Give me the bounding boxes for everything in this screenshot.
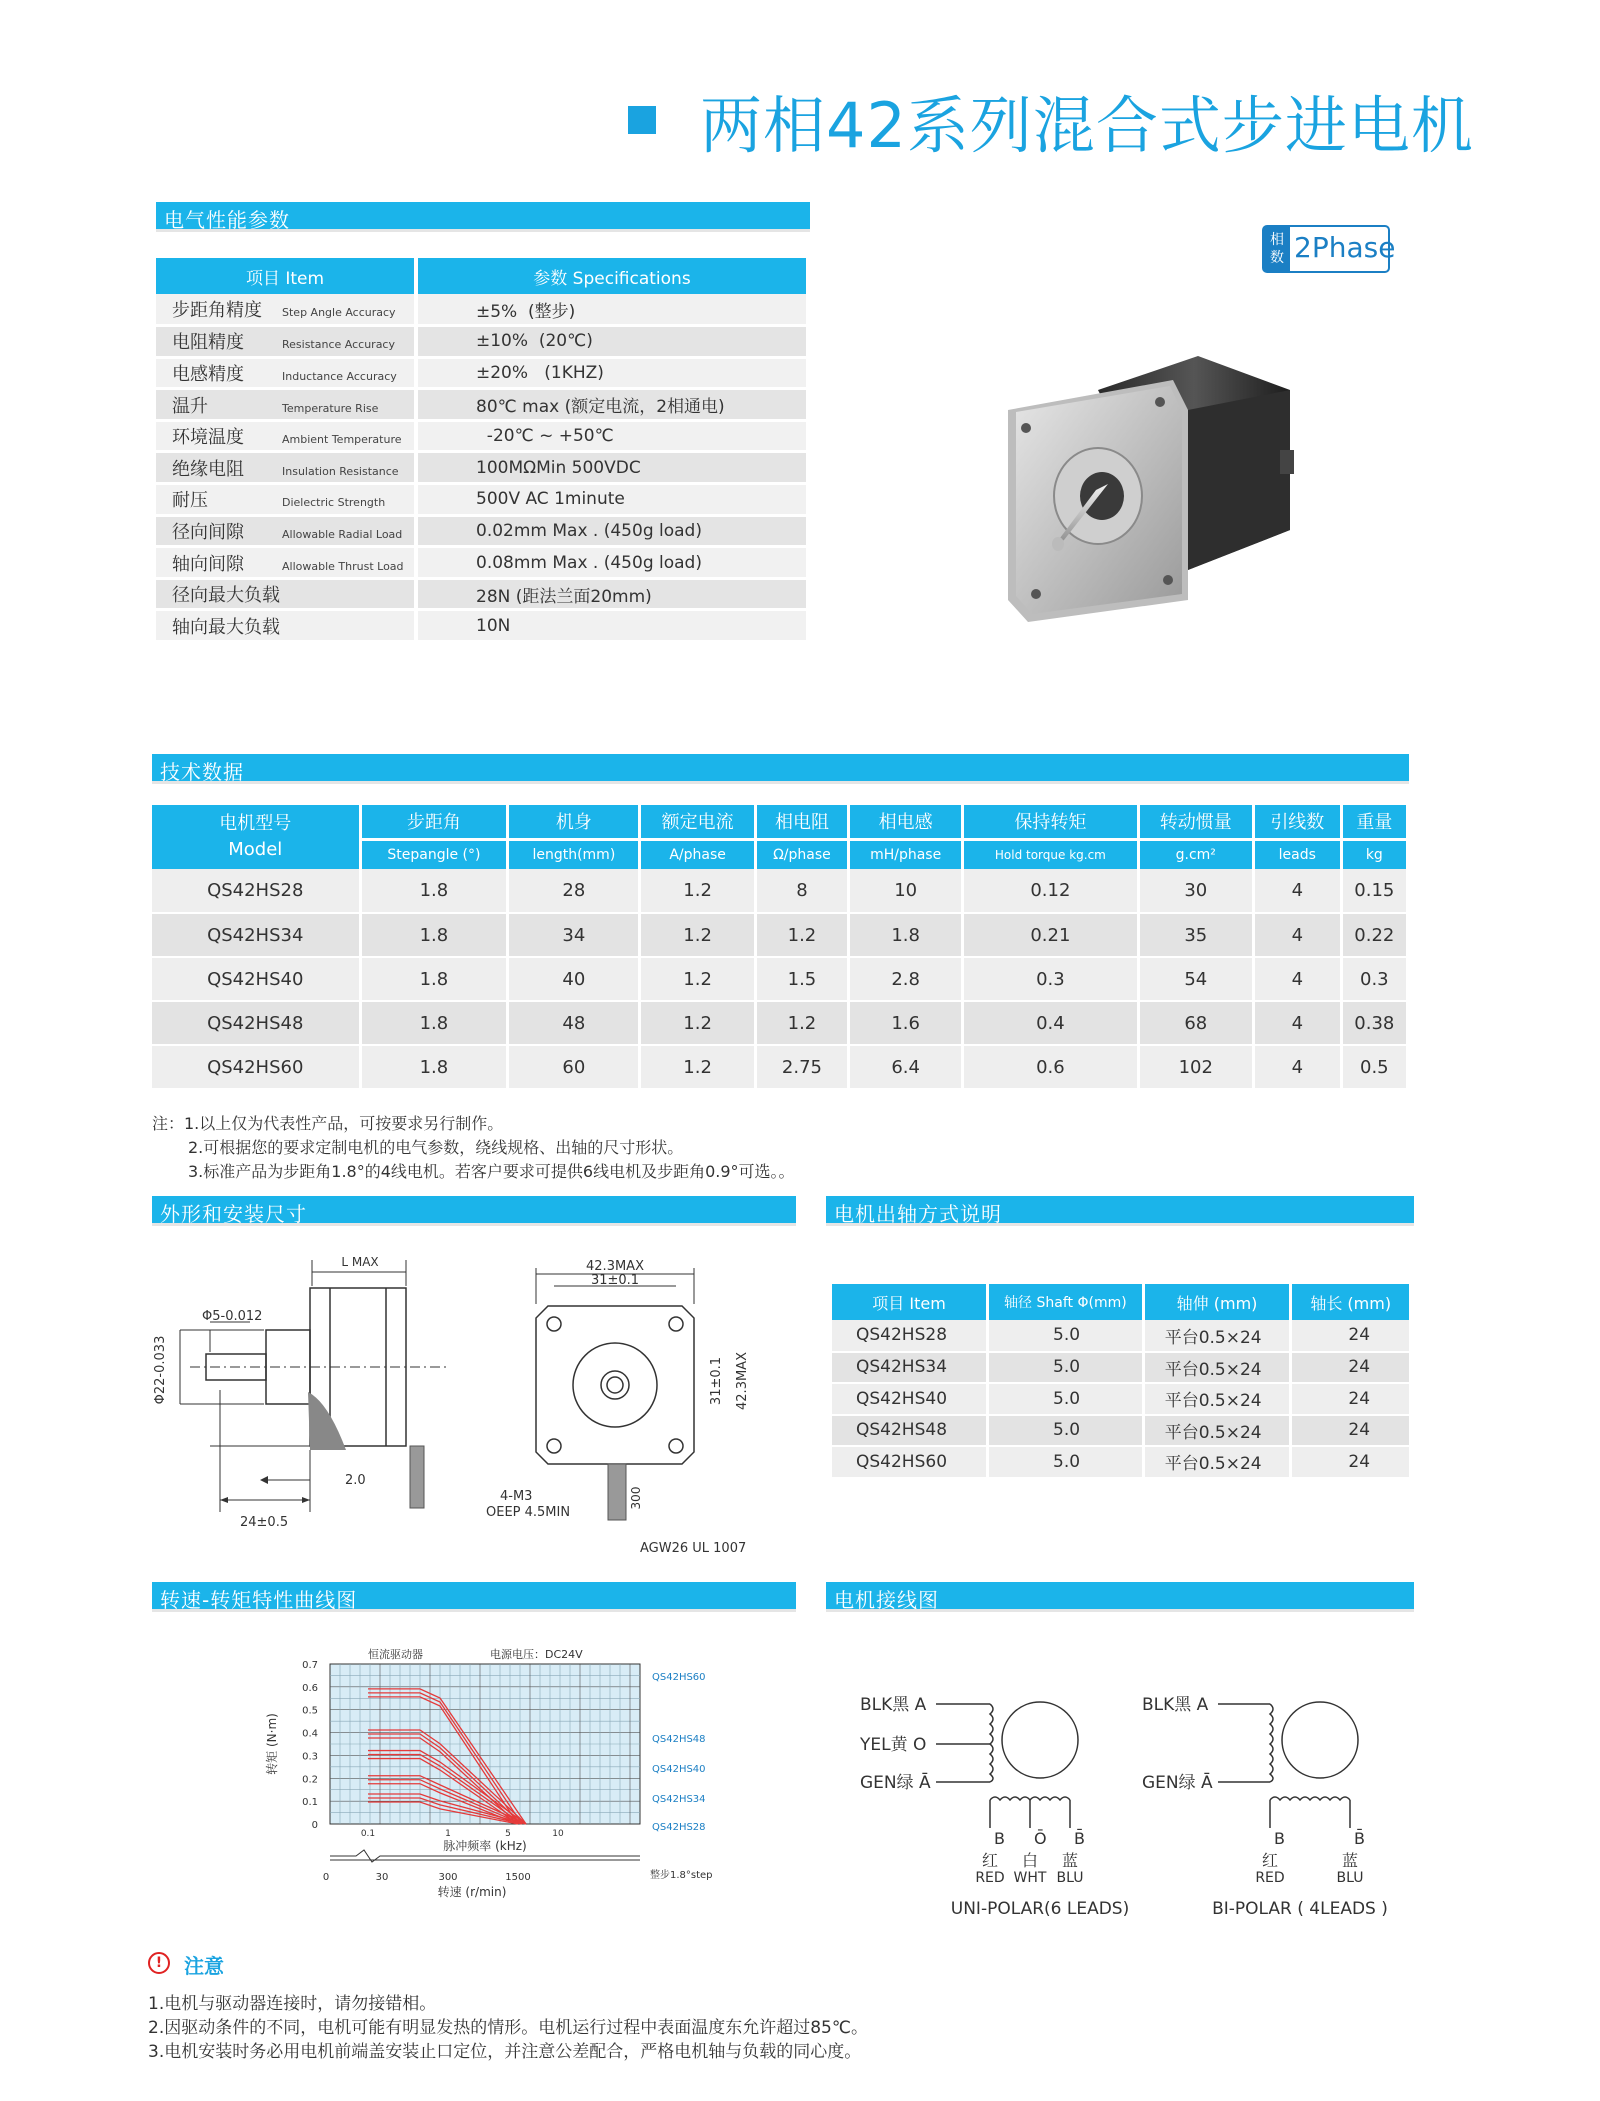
tech-value-cell: 1.6 [849, 1001, 963, 1045]
tech-header-model-zh: 电机型号 [219, 813, 292, 834]
electrical-item-zh: 环境温度 [172, 427, 244, 449]
electrical-row [156, 294, 808, 326]
phase-badge-label: 2Phase [1294, 231, 1396, 264]
bi-color-en: BLU [1336, 1870, 1364, 1886]
shaft-row [832, 1415, 1411, 1447]
electrical-item-en: Inductance Accuracy [282, 369, 397, 383]
electrical-item-cell [156, 547, 416, 579]
tech-header-en: A/phase [640, 839, 755, 869]
tech-header-en: kg [1341, 839, 1407, 869]
tech-value-cell: 1.8 [360, 869, 508, 913]
electrical-item-cell [156, 452, 416, 484]
shaft-value-cell: 平台0.5×24 [1143, 1320, 1291, 1352]
curve-driver: 恒流驱动器 [368, 1648, 423, 1661]
shaft-value-cell: 24 [1291, 1320, 1411, 1352]
tech-value-cell: 54 [1138, 957, 1253, 1001]
tech-value-cell: 1.8 [360, 1045, 508, 1089]
note-line: 注：1.以上仅为代表性产品，可按要求另行制作。 [152, 1114, 504, 1133]
shaft-value-cell: 5.0 [988, 1320, 1144, 1352]
shaft-header: 项目 Item [832, 1284, 988, 1320]
electrical-header-spec: 参数 Specifications [416, 258, 808, 294]
bi-color-en: RED [1255, 1870, 1285, 1886]
tech-model-cell: QS42HS48 [152, 1001, 360, 1045]
uni-abar-label: GEN绿 Ā [860, 1773, 931, 1793]
bi-color-zh: 蓝 [1341, 1851, 1359, 1870]
electrical-spec: ±5% (整步) [416, 294, 808, 326]
uni-color-en: BLU [1056, 1870, 1084, 1886]
shaft-value-cell: 5.0 [988, 1383, 1144, 1415]
curve-xtick-khz: 5 [505, 1829, 511, 1839]
tech-value-cell: 1.5 [755, 957, 848, 1001]
tech-value-cell: 60 [508, 1045, 640, 1089]
tech-value-cell: 1.8 [360, 1001, 508, 1045]
shaft-value-cell: 5.0 [988, 1415, 1144, 1447]
electrical-item-cell [156, 515, 416, 547]
tech-header-en: Ω/phase [755, 839, 848, 869]
tech-value-cell: 1.2 [640, 957, 755, 1001]
electrical-spec: 80℃ max (额定电流，2相通电) [416, 389, 808, 421]
tech-value-cell: 1.2 [640, 869, 755, 913]
shaft-value-cell: 平台0.5×24 [1143, 1383, 1291, 1415]
electrical-item-zh: 电阻精度 [172, 332, 244, 354]
dim-shaft-dia: Φ5-0.012 [202, 1309, 263, 1324]
tech-value-cell: 2.75 [755, 1045, 848, 1089]
tech-header-en: Stepangle (°) [360, 839, 508, 869]
section-tech-label: 技术数据 [160, 760, 244, 784]
dim-m3: 4-M3 [500, 1489, 533, 1504]
dim-24: 24±0.5 [240, 1515, 289, 1530]
shaft-value-cell: 5.0 [988, 1352, 1144, 1384]
curve-step-note: 整步1.8°step [650, 1870, 713, 1881]
shaft-row [832, 1352, 1411, 1384]
curve-xtick-rpm: 300 [438, 1872, 458, 1883]
tech-value-cell: 4 [1253, 869, 1341, 913]
shaft-value-cell: 平台0.5×24 [1143, 1446, 1291, 1478]
shaft-header: 轴伸 (mm) [1143, 1284, 1291, 1320]
curve-ytick: 0.5 [302, 1705, 318, 1717]
shaft-value-cell: 24 [1291, 1415, 1411, 1447]
electrical-item-zh: 耐压 [172, 490, 208, 512]
tech-header-zh: 机身 [508, 805, 640, 839]
section-wiring [826, 1582, 1414, 1612]
tech-row [152, 1045, 1408, 1089]
electrical-row [156, 547, 808, 579]
electrical-row [156, 610, 808, 642]
shaft-table [832, 1284, 1412, 1479]
tech-value-cell: 4 [1253, 1045, 1341, 1089]
tech-row [152, 869, 1408, 913]
phase-badge-top: 相 [1270, 232, 1284, 248]
shaft-model-cell: QS42HS48 [832, 1415, 988, 1447]
electrical-item-cell [156, 420, 416, 452]
tech-value-cell: 0.5 [1341, 1045, 1407, 1089]
shaft-row [832, 1383, 1411, 1415]
tech-value-cell: 1.2 [640, 1001, 755, 1045]
tech-value-cell: 1.8 [360, 913, 508, 957]
tech-value-cell: 68 [1138, 1001, 1253, 1045]
tech-table [152, 805, 1409, 1090]
electrical-item-en: Temperature Rise [282, 401, 379, 415]
tech-value-cell: 4 [1253, 1001, 1341, 1045]
curve-series-label: QS42HS34 [652, 1794, 706, 1805]
tech-header-en: length(mm) [508, 839, 640, 869]
tech-header-zh: 保持转矩 [963, 805, 1138, 839]
tech-value-cell: 1.2 [755, 913, 848, 957]
electrical-row [156, 484, 808, 516]
front-view-drawing [480, 1248, 780, 1558]
tech-value-cell: 35 [1138, 913, 1253, 957]
phase-badge-tag [1264, 227, 1290, 271]
uni-ob: Ō [1034, 1829, 1047, 1848]
tech-model-cell: QS42HS40 [152, 957, 360, 1001]
dim-h31: 31±0.1 [709, 1356, 724, 1406]
curve-xtick-rpm: 1500 [505, 1872, 531, 1883]
tech-header-model [152, 805, 360, 869]
tech-value-cell: 48 [508, 1001, 640, 1045]
shaft-value-cell: 24 [1291, 1383, 1411, 1415]
uni-caption: UNI-POLAR(6 LEADS) [950, 1899, 1130, 1919]
tech-value-cell: 2.8 [849, 957, 963, 1001]
uni-bbar: B̄ [1074, 1829, 1085, 1848]
dim-wire: AGW26 UL 1007 [640, 1541, 747, 1556]
tech-value-cell: 10 [849, 869, 963, 913]
electrical-item-zh: 径向最大负载 [172, 585, 280, 607]
bi-bbar: B̄ [1354, 1829, 1365, 1848]
section-tech [152, 754, 1409, 784]
electrical-row [156, 420, 808, 452]
dim-lmax: L MAX [341, 1255, 379, 1269]
shaft-model-cell: QS42HS34 [832, 1352, 988, 1384]
curve-series-label: QS42HS48 [652, 1734, 706, 1745]
curve-xtick-rpm: 30 [375, 1872, 389, 1883]
tech-value-cell: 1.2 [755, 1001, 848, 1045]
electrical-spec: ±20% (1KHZ) [416, 357, 808, 389]
shaft-row [832, 1446, 1411, 1478]
electrical-spec: 100MΩMin 500VDC [416, 452, 808, 484]
electrical-header-item: 项目 Item [156, 258, 416, 294]
tech-value-cell: 0.6 [963, 1045, 1138, 1089]
tech-header-en: mH/phase [849, 839, 963, 869]
electrical-item-cell [156, 326, 416, 358]
tech-value-cell: 1.2 [640, 913, 755, 957]
tech-value-cell: 0.12 [963, 869, 1138, 913]
uni-color-zh: 白 [1021, 1851, 1039, 1870]
curve-voltage: 电源电压：DC24V [490, 1648, 583, 1661]
electrical-row [156, 452, 808, 484]
dim-oeep: OEEP 4.5MIN [486, 1505, 571, 1520]
dim-h423: 42.3MAX [735, 1352, 750, 1410]
shaft-model-cell: QS42HS60 [832, 1446, 988, 1478]
curve-ytick: 0.7 [302, 1660, 318, 1671]
electrical-item-en: Resistance Accuracy [282, 338, 395, 352]
phase-badge-bottom: 数 [1270, 250, 1284, 266]
tech-header-zh: 相电感 [849, 805, 963, 839]
tech-header-en: leads [1253, 839, 1341, 869]
bi-abar-label: GEN绿 Ā [1142, 1773, 1213, 1793]
curve-ylabel: 转矩 (N·m) [265, 1713, 279, 1775]
tech-model-cell: QS42HS28 [152, 869, 360, 913]
tech-value-cell: 34 [508, 913, 640, 957]
tech-model-cell: QS42HS60 [152, 1045, 360, 1089]
uni-color-zh: 红 [981, 1851, 999, 1870]
electrical-row [156, 389, 808, 421]
electrical-item-zh: 电感精度 [172, 363, 244, 385]
shaft-value-cell: 5.0 [988, 1446, 1144, 1478]
electrical-item-en: Dielectric Strength [282, 496, 386, 510]
tech-value-cell: 0.3 [1341, 957, 1407, 1001]
electrical-item-zh: 绝缘电阻 [172, 458, 244, 480]
uni-color-zh: 蓝 [1061, 1851, 1079, 1870]
bi-color-zh: 红 [1261, 1851, 1279, 1870]
tech-value-cell: 6.4 [849, 1045, 963, 1089]
electrical-item-zh: 轴向最大负载 [172, 616, 280, 638]
curve-xlabel-rpm: 转速 (r/min) [437, 1885, 507, 1899]
attention-item: 2.因驱动条件的不同，电机可能有明显发热的情形。电机运行过程中表面温度东允许超过85℃。 [148, 2018, 868, 2038]
section-curve-label: 转速-转矩特性曲线图 [160, 1588, 358, 1612]
shaft-value-cell: 24 [1291, 1352, 1411, 1384]
attention-title: 注意 [184, 1954, 224, 1978]
section-dimensions [152, 1196, 796, 1226]
electrical-item-en: Allowable Thrust Load [282, 559, 404, 573]
shaft-model-cell: QS42HS40 [832, 1383, 988, 1415]
notes [152, 1112, 795, 1184]
tech-value-cell: 0.38 [1341, 1001, 1407, 1045]
electrical-row [156, 578, 808, 610]
section-dimensions-label: 外形和安装尺寸 [160, 1202, 307, 1226]
shaft-value-cell: 平台0.5×24 [1143, 1415, 1291, 1447]
electrical-item-zh: 轴向间隙 [172, 553, 244, 575]
tech-value-cell: 1.8 [849, 913, 963, 957]
tech-header-zh: 步距角 [360, 805, 508, 839]
tech-header-en: g.cm² [1138, 839, 1253, 869]
electrical-item-zh: 步距角精度 [172, 300, 262, 322]
tech-model-cell: QS42HS34 [152, 913, 360, 957]
electrical-item-cell [156, 357, 416, 389]
tech-value-cell: 0.22 [1341, 913, 1407, 957]
tech-row [152, 1001, 1408, 1045]
electrical-row [156, 326, 808, 358]
bi-a-label: BLK黑 A [1142, 1695, 1209, 1715]
electrical-item-en: Step Angle Accuracy [282, 306, 396, 320]
electrical-spec: 500V AC 1minute [416, 484, 808, 516]
tech-value-cell: 30 [1138, 869, 1253, 913]
curve-xlabel-khz: 脉冲频率 (kHz) [443, 1839, 527, 1853]
electrical-spec: -20℃ ~ +50℃ [416, 420, 808, 452]
shaft-model-cell: QS42HS28 [832, 1320, 988, 1352]
electrical-item-cell [156, 610, 416, 642]
dim-2: 2.0 [345, 1473, 366, 1488]
section-curve [152, 1582, 796, 1612]
tech-header-zh: 引线数 [1253, 805, 1341, 839]
electrical-item-en: Allowable Radial Load [282, 527, 403, 541]
curve-xtick-khz: 10 [552, 1829, 564, 1839]
uni-o-label: YEL黄 O [860, 1735, 927, 1755]
curve-ytick: 0.1 [302, 1797, 318, 1809]
electrical-item-zh: 径向间隙 [172, 521, 244, 543]
dim-lead-length: 300 [629, 1486, 643, 1510]
shaft-header: 轴径 Shaft Φ(mm) [988, 1284, 1144, 1320]
electrical-item-cell [156, 484, 416, 516]
electrical-spec: 28N (距法兰面20mm) [416, 578, 808, 610]
section-shaft [826, 1196, 1414, 1226]
attention-icon: ! [148, 1952, 170, 1974]
uni-color-en: RED [975, 1870, 1005, 1886]
attention-list [148, 1992, 868, 2064]
attention-item: 3.电机安装时务必用电机前端盖安装止口定位，并注意公差配合，严格电机轴与负载的同心度。 [148, 2042, 862, 2062]
page-title: 两相42系列混合式步进电机 [700, 89, 1474, 162]
curve-ytick: 0.4 [302, 1728, 318, 1740]
tech-row [152, 913, 1408, 957]
bi-b: B [1274, 1829, 1285, 1848]
electrical-spec: 0.08mm Max . (450g load) [416, 547, 808, 579]
dim-boss-dia: Φ22-0.033 [153, 1335, 168, 1405]
bi-caption: BI-POLAR ( 4LEADS ) [1212, 1899, 1388, 1919]
shaft-value-cell: 24 [1291, 1446, 1411, 1478]
tech-value-cell: 0.3 [963, 957, 1138, 1001]
torque-curve-chart [260, 1640, 720, 1960]
tech-header-en: Hold torque kg.cm [963, 839, 1138, 869]
tech-value-cell: 0.21 [963, 913, 1138, 957]
curve-series-label: QS42HS28 [652, 1822, 706, 1833]
electrical-item-cell [156, 294, 416, 326]
curve-xtick-khz: 1 [445, 1829, 451, 1839]
uni-color-en: WHT [1013, 1870, 1047, 1886]
shaft-header: 轴长 (mm) [1291, 1284, 1411, 1320]
shaft-row [832, 1320, 1411, 1352]
curve-ytick: 0.2 [302, 1774, 318, 1786]
shaft-value-cell: 平台0.5×24 [1143, 1352, 1291, 1384]
electrical-item-en: Ambient Temperature [282, 433, 402, 447]
curve-xtick-khz: 0.1 [360, 1829, 376, 1839]
electrical-item-cell [156, 389, 416, 421]
phase-badge [1262, 225, 1396, 273]
title-marker-icon [628, 106, 656, 134]
side-view-drawing [150, 1250, 470, 1550]
tech-header-zh: 重量 [1341, 805, 1407, 839]
section-wiring-label: 电机接线图 [834, 1588, 939, 1612]
section-electrical-label: 电气性能参数 [164, 208, 290, 232]
tech-header-model-en: Model [228, 839, 283, 860]
electrical-item-zh: 温升 [172, 395, 208, 417]
dim-w423: 42.3MAX [586, 1259, 644, 1274]
curve-series-label: QS42HS40 [652, 1764, 706, 1775]
tech-value-cell: 1.2 [640, 1045, 755, 1089]
curve-xtick-rpm: 0 [322, 1872, 330, 1883]
section-shaft-label: 电机出轴方式说明 [834, 1202, 1002, 1226]
electrical-item-cell [156, 578, 416, 610]
tech-row [152, 957, 1408, 1001]
curve-series-label: QS42HS60 [652, 1672, 706, 1683]
note-line: 3.标准产品为步距角1.8°的4线电机。若客户要求可提供6线电机及步距角0.9°可选。。 [188, 1162, 795, 1181]
electrical-row [156, 515, 808, 547]
wiring-diagrams [840, 1660, 1400, 1930]
electrical-table [156, 258, 810, 643]
tech-value-cell: 4 [1253, 957, 1341, 1001]
electrical-spec: 0.02mm Max . (450g load) [416, 515, 808, 547]
tech-value-cell: 102 [1138, 1045, 1253, 1089]
attention-item: 1.电机与驱动器连接时，请勿接错相。 [148, 1994, 437, 2014]
tech-value-cell: 40 [508, 957, 640, 1001]
motor-photo [998, 350, 1298, 640]
electrical-spec: ±10% (20℃) [416, 326, 808, 358]
tech-value-cell: 8 [755, 869, 848, 913]
curve-ytick: 0.3 [302, 1751, 318, 1763]
tech-header-zh: 相电阻 [755, 805, 848, 839]
tech-value-cell: 1.8 [360, 957, 508, 1001]
dim-w31: 31±0.1 [590, 1273, 640, 1288]
tech-value-cell: 0.4 [963, 1001, 1138, 1045]
uni-a-label: BLK黑 A [860, 1695, 927, 1715]
tech-header-zh: 额定电流 [640, 805, 755, 839]
curve-ytick: 0.6 [302, 1682, 318, 1694]
uni-b: B [994, 1829, 1005, 1848]
section-electrical [156, 202, 810, 232]
electrical-row [156, 357, 808, 389]
note-line: 2.可根据您的要求定制电机的电气参数，绕线规格、出轴的尺寸形状。 [188, 1138, 684, 1157]
tech-value-cell: 28 [508, 869, 640, 913]
tech-header-zh: 转动惯量 [1138, 805, 1253, 839]
tech-value-cell: 4 [1253, 913, 1341, 957]
curve-ytick: 0 [311, 1820, 318, 1831]
tech-value-cell: 0.15 [1341, 869, 1407, 913]
electrical-item-en: Insulation Resistance [282, 464, 399, 478]
electrical-spec: 10N [416, 610, 808, 642]
